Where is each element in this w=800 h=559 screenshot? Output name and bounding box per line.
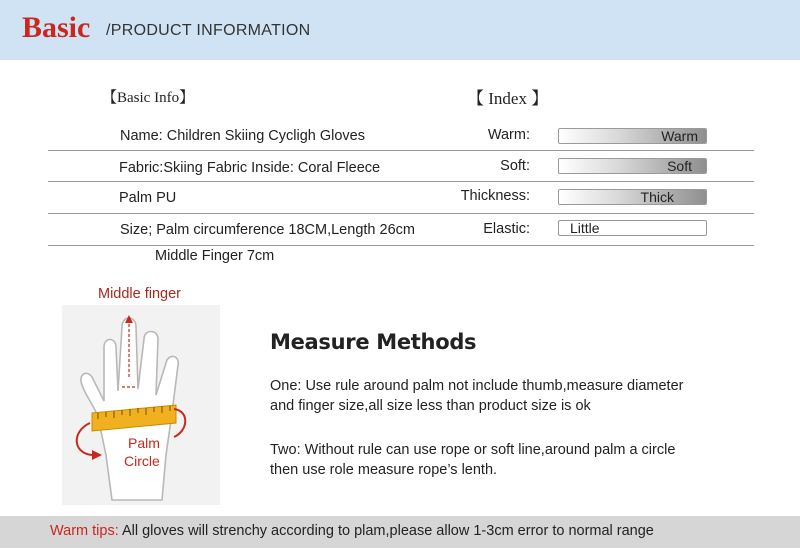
warm-tips-bar — [0, 516, 800, 548]
index-bar-elastic — [558, 220, 707, 236]
index-label-warm: Warm: — [487, 127, 530, 143]
method-two-line-1: Two: Without rule can use rope or soft line,around palm a circle — [270, 442, 676, 458]
index-heading: 【 Index 】 — [467, 89, 549, 108]
hand-measure-illustration — [62, 305, 220, 505]
method-one-line-1: One: Use rule around palm not include thumb,measure diameter — [270, 378, 684, 394]
index-fill-thickness — [559, 190, 706, 204]
circle-label: Circle — [124, 453, 160, 469]
index-value-warm: Warm — [661, 128, 698, 144]
index-label-elastic: Elastic: — [483, 221, 530, 237]
palm-label: Palm — [128, 435, 160, 451]
index-bar-soft — [558, 158, 707, 174]
method-two-line-2: then use role measure rope’s lenth. — [270, 462, 498, 478]
header-banner — [0, 0, 800, 60]
index-label-thickness: Thickness: — [460, 188, 530, 204]
warm-tips-body: All gloves will strenchy according to plam,please allow 1-3cm error to normal range — [118, 523, 654, 539]
hand-illustration-svg — [62, 305, 220, 505]
info-fabric: Fabric:Skiing Fabric Inside: Coral Fleece — [119, 160, 381, 176]
row-divider — [48, 245, 754, 246]
basic-info-heading: 【Basic Info】 — [102, 90, 195, 106]
info-middle-finger: Middle Finger 7cm — [155, 248, 275, 264]
method-one-line-2: and finger size,all size less than product size is ok — [270, 398, 591, 414]
index-bar-thickness — [558, 189, 707, 205]
middle-finger-label: Middle finger — [98, 286, 182, 302]
info-name: Name: Children Skiing Cycligh Gloves — [120, 128, 365, 144]
index-value-soft: Soft — [667, 158, 692, 174]
index-bar-warm — [558, 128, 707, 144]
index-value-thickness: Thick — [640, 189, 674, 205]
measure-methods-title: Measure Methods — [270, 330, 477, 354]
warm-tips-label: Warm tips: — [50, 523, 119, 539]
info-palm: Palm PU — [119, 190, 177, 206]
info-size: Size; Palm circumference 18CM,Length 26cm — [120, 222, 415, 238]
row-divider — [48, 213, 754, 214]
row-divider — [48, 150, 754, 151]
header-title: Basic — [22, 11, 91, 44]
row-divider — [48, 181, 754, 182]
header-subtitle: /PRODUCT INFORMATION — [106, 22, 311, 39]
index-value-elastic: Little — [570, 220, 600, 236]
warm-tips-text — [50, 523, 654, 539]
index-label-soft: Soft: — [500, 158, 530, 174]
